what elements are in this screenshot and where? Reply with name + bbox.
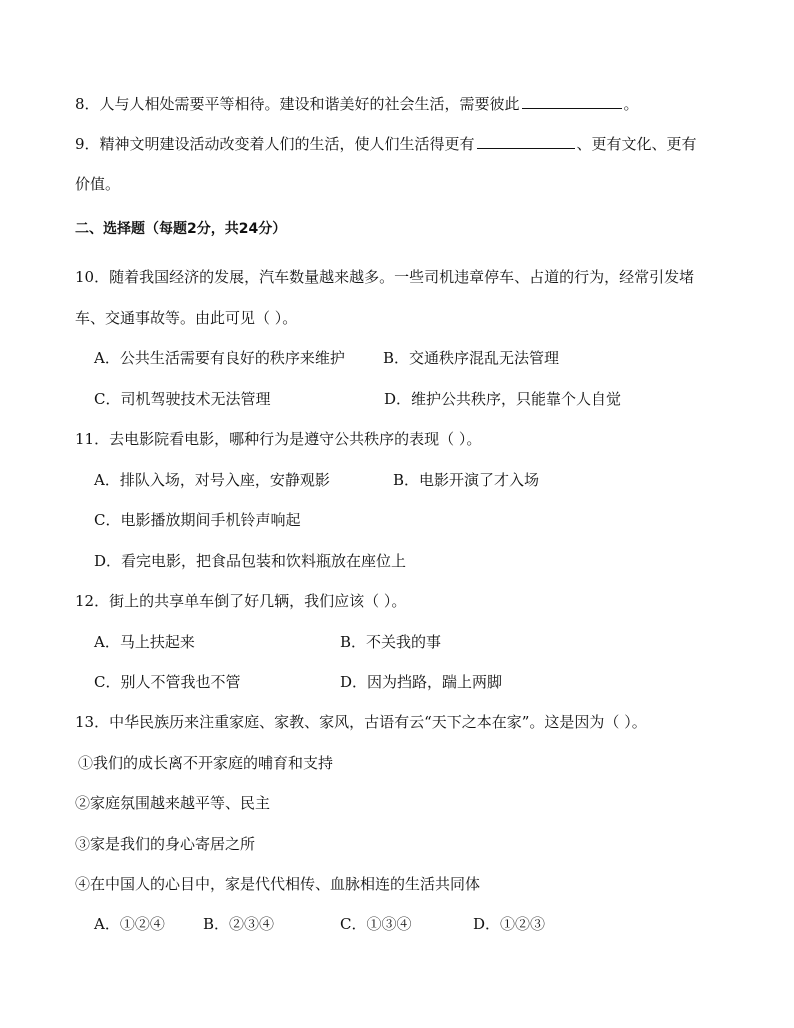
option-b: B．交通秩序混乱无法管理 bbox=[383, 349, 560, 367]
question-9-line-2: 价值。 bbox=[75, 175, 121, 193]
option-a: A．排队入场，对号入座，安静观影 bbox=[94, 471, 330, 489]
statement-3: ③家是我们的身心寄居之所 bbox=[75, 835, 256, 853]
question-9 bbox=[75, 133, 697, 154]
option-b: B．不关我的事 bbox=[340, 633, 442, 651]
question-11-line-1: 11．去电影院看电影，哪种行为是遵守公共秩序的表现（ ）。 bbox=[75, 430, 482, 448]
answer-blank[interactable] bbox=[522, 93, 622, 109]
option-d: D．①②③ bbox=[473, 915, 546, 933]
statement-4: ④在中国人的心目中，家是代代相传、血脉相连的生活共同体 bbox=[75, 875, 481, 893]
question-10-line-1: 10．随着我国经济的发展，汽车数量越来越多。一些司机违章停车、占道的行为，经常引发堵 bbox=[75, 268, 695, 286]
option-d: D．看完电影，把食品包装和饮料瓶放在座位上 bbox=[94, 552, 407, 570]
option-c: C．别人不管我也不管 bbox=[94, 673, 241, 691]
question-9-text: 9．精神文明建设活动改变着人们的生活，使人们生活得更有 bbox=[75, 135, 475, 153]
section-heading: 二、选择题（每题2分，共24分） bbox=[75, 221, 287, 237]
option-c: C．司机驾驶技术无法管理 bbox=[94, 390, 271, 408]
option-b: B．②③④ bbox=[203, 915, 275, 933]
option-b: B．电影开演了才入场 bbox=[393, 471, 540, 489]
option-a: A．公共生活需要有良好的秩序来维护 bbox=[94, 349, 345, 367]
option-a: A．①②④ bbox=[94, 915, 165, 933]
question-8 bbox=[75, 93, 639, 114]
statement-2: ②家庭氛围越来越平等、民主 bbox=[75, 794, 271, 812]
question-10-line-2: 车、交通事故等。由此可见（ ）。 bbox=[75, 309, 298, 327]
question-13-line-1: 13．中华民族历来注重家庭、家教、家风，古语有云“天下之本在家”。这是因为（ ）。 bbox=[75, 713, 647, 731]
question-9-continuation: 、更有文化、更有 bbox=[576, 135, 697, 153]
option-c: C．①③④ bbox=[340, 915, 412, 933]
option-d: D．因为挡路，踹上两脚 bbox=[340, 673, 503, 691]
option-d: D．维护公共秩序，只能靠个人自觉 bbox=[384, 390, 622, 408]
option-a: A．马上扶起来 bbox=[94, 633, 195, 651]
question-8-end: 。 bbox=[623, 95, 639, 113]
question-12-line-1: 12．街上的共享单车倒了好几辆，我们应该（ ）。 bbox=[75, 592, 407, 610]
question-8-text: 8．人与人相处需要平等相待。建设和谐美好的社会生活，需要彼此 bbox=[75, 95, 520, 113]
option-c: C．电影播放期间手机铃声响起 bbox=[94, 511, 301, 529]
answer-blank[interactable] bbox=[477, 133, 575, 149]
statement-1: ①我们的成长离不开家庭的哺育和支持 bbox=[78, 754, 334, 772]
